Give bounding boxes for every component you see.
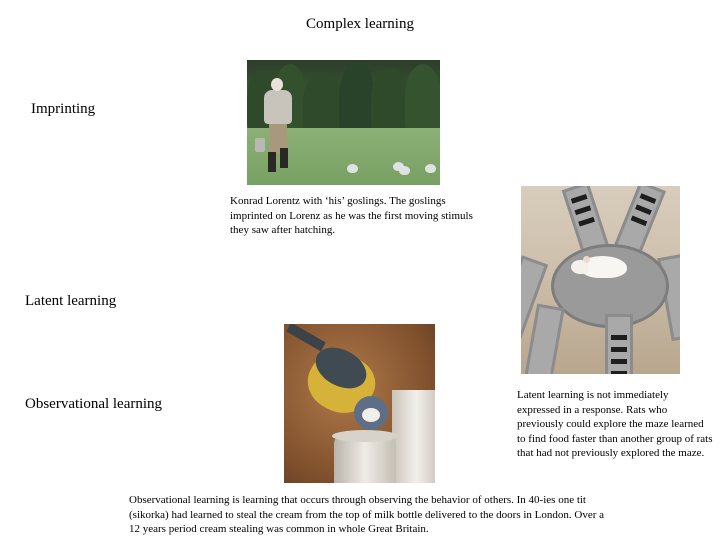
caption-latent-learning: Latent learning is not immediately expressed in a response. Rats who previously could explore the maze learned to find food faster than another group of rats that had not previously explored the maze. — [517, 389, 713, 459]
rat-radial-maze-photo — [521, 186, 680, 374]
gosling — [425, 164, 436, 173]
heading-imprinting: Imprinting — [31, 101, 96, 117]
milk-bottle — [392, 390, 435, 483]
heading-observational-learning: Observational learning — [25, 396, 163, 412]
lorenz-goslings-photo — [247, 60, 440, 185]
tit-milk-bottle-photo — [284, 324, 435, 483]
slide-title: Complex learning — [306, 16, 414, 32]
gosling — [399, 166, 410, 175]
gosling — [347, 164, 358, 173]
caption-lorenz: Konrad Lorentz with ‘his’ goslings. The goslings imprinted on Lorenz as he was the first moving stimuls they saw after hatching. — [230, 195, 473, 236]
lorenz-figure — [264, 90, 292, 124]
caption-observational-learning: Observational learning is learning that occurs through observing the behavior of others. In 40-ies one tit (sikorka) had learned to steal the cream from the top of milk bottle delivered to the doors in London. Over a 12 years period cream stealing was common in whole Great Britain. — [129, 494, 604, 535]
heading-latent-learning: Latent learning — [25, 293, 117, 309]
